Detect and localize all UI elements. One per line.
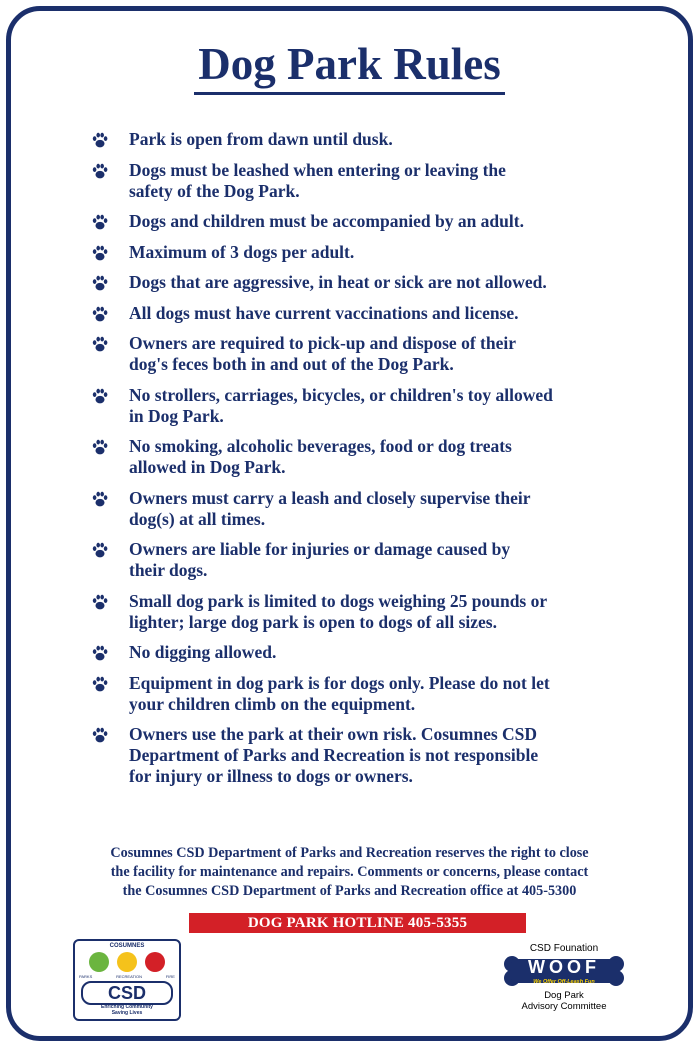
rule-text-line: No smoking, alcoholic beverages, food or dog treats — [129, 436, 512, 456]
rule-item — [91, 303, 631, 324]
rules-list — [91, 129, 631, 797]
recreation-icon — [117, 952, 137, 972]
rule-text-line: for injury or illness to dogs or owners. — [129, 766, 413, 786]
woof-logo-line: Advisory Committee — [521, 1001, 607, 1012]
paw-print-icon — [91, 131, 109, 149]
rule-text-line: lighter; large dog park is open to dogs of all sizes. — [129, 611, 497, 632]
rule-text-line: All dogs must have current vaccinations and license. — [129, 302, 519, 323]
rule-item — [91, 211, 631, 232]
csd-tag-line: Saving Lives — [111, 1010, 143, 1016]
csd-logo-top: COSUMNES — [109, 943, 145, 949]
rule-item — [91, 385, 631, 427]
paw-print-icon — [91, 305, 109, 323]
paw-print-icon — [91, 387, 109, 405]
paw-print-icon — [91, 644, 109, 662]
woof-logo-sub: We Offer Off-Leash Fun — [533, 979, 595, 985]
hotline-banner: DOG PARK HOTLINE 405-5355 — [189, 913, 526, 933]
title-wrap — [11, 41, 688, 95]
csd-label-fire: FIRE — [165, 974, 175, 979]
rule-text-line: Equipment in dog park is for dogs only. Please do not let — [129, 672, 550, 693]
footer-note — [51, 844, 648, 901]
rule-item — [91, 129, 631, 150]
paw-print-icon — [91, 593, 109, 611]
rule-text-line: your children climb on the equipment. — [129, 693, 416, 714]
woof-logo-top: CSD Founation — [529, 943, 599, 954]
rule-item — [91, 591, 631, 633]
rule-item — [91, 642, 631, 663]
paw-print-icon — [91, 541, 109, 559]
rule-text-line: in Dog Park. — [129, 405, 224, 426]
paw-print-icon — [91, 675, 109, 693]
woof-logo-line: Dog Park — [544, 990, 584, 1001]
rule-text-line: safety of the Dog Park. — [129, 180, 300, 201]
paw-print-icon — [91, 438, 109, 456]
rule-text-line: Park is open from dawn until dusk. — [129, 129, 393, 149]
rule-text-line: their dogs. — [129, 560, 208, 580]
rule-item — [91, 724, 631, 787]
rule-text-line: dog(s) at all times. — [129, 508, 266, 529]
rule-text-line: Owners are liable for injuries or damage caused by — [129, 539, 511, 559]
csd-logo — [73, 939, 181, 1021]
paw-print-icon — [91, 213, 109, 231]
rule-text-line: Small dog park is limited to dogs weighing 25 pounds or — [129, 590, 548, 611]
csd-tag-line: Enriching Community — [101, 1004, 153, 1010]
woof-logo — [499, 943, 629, 1023]
paw-print-icon — [91, 335, 109, 353]
rule-text-line: Department of Parks and Recreation is not responsible — [129, 745, 539, 765]
fire-icon — [145, 952, 165, 972]
paw-print-icon — [91, 244, 109, 262]
rule-text-line: allowed in Dog Park. — [129, 457, 286, 477]
rule-item — [91, 160, 631, 202]
csd-label-parks: PARKS — [79, 974, 93, 979]
rule-text-line: Owners are required to pick-up and dispose of their — [129, 333, 516, 353]
rule-text-line: Owners must carry a leash and closely supervise their — [129, 487, 531, 508]
rule-text-line: No digging allowed. — [129, 642, 277, 662]
rule-item — [91, 333, 631, 375]
rule-text-line: dog's feces both in and out of the Dog Park. — [129, 354, 454, 374]
rule-item — [91, 272, 631, 293]
rule-item — [91, 488, 631, 530]
paw-print-icon — [91, 274, 109, 292]
rule-text-line: Dogs that are aggressive, in heat or sick are not allowed. — [129, 272, 547, 292]
rule-item — [91, 242, 631, 263]
paw-print-icon — [91, 726, 109, 744]
csd-logo-icons — [83, 952, 171, 972]
footer-line: Cosumnes CSD Department of Parks and Recreation reserves the right to close — [110, 845, 589, 861]
woof-logo-word: WOOF — [528, 957, 600, 977]
csd-logo-main: CSD — [81, 981, 173, 1005]
paw-print-icon — [91, 490, 109, 508]
rule-text-line: Dogs must be leashed when entering or leaving the — [129, 159, 506, 180]
rule-item — [91, 436, 631, 478]
csd-label-recreation: RECREATION — [116, 974, 143, 979]
parks-icon — [89, 952, 109, 972]
page-title: Dog Park Rules — [194, 41, 505, 95]
footer-line: the Cosumnes CSD Department of Parks and Recreation office at 405-5300 — [122, 883, 577, 899]
sign-board — [6, 6, 693, 1041]
rule-text-line: Owners use the park at their own risk. Cosumnes CSD — [129, 724, 538, 744]
rule-text-line: No strollers, carriages, bicycles, or children's toy allowed — [129, 384, 553, 405]
csd-logo-tagline — [75, 1004, 179, 1016]
paw-print-icon — [91, 162, 109, 180]
footer-line: the facility for maintenance and repairs. Comments or concerns, please contact — [110, 864, 589, 880]
csd-logo-labels — [79, 974, 175, 979]
rule-item — [91, 673, 631, 715]
rule-item — [91, 539, 631, 581]
rule-text-line: Dogs and children must be accompanied by an adult. — [129, 211, 524, 231]
rule-text-line: Maximum of 3 dogs per adult. — [129, 241, 355, 262]
